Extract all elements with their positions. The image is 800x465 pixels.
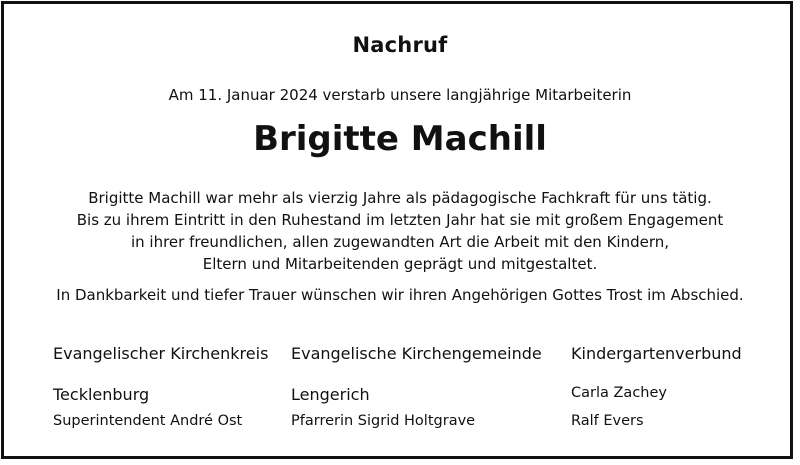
notice-closing: In Dankbarkeit und tiefer Trauer wünschen wir ihren Angehörigen Gottes Trost im Abschied.: [56, 286, 744, 304]
body-line: Eltern und Mitarbeitenden geprägt und mitgestaltet.: [202, 255, 598, 273]
notice-body: [0, 187, 800, 275]
signature-organization: Evangelischer Kirchenkreis: [53, 344, 269, 363]
signature-person: Ralf Evers: [571, 413, 644, 429]
notice-intro: Am 11. Januar 2024 verstarb unsere langjährige Mitarbeiterin: [168, 86, 632, 104]
body-line: Brigitte Machill war mehr als vierzig Jahre als pädagogische Fachkraft für uns tätig.: [88, 189, 712, 207]
signature-place: Lengerich: [291, 385, 370, 404]
signature-organization: Kindergartenverbund: [571, 344, 742, 363]
signature-person: Carla Zachey: [571, 385, 667, 401]
signature-organization: Evangelische Kirchengemeinde: [291, 344, 542, 363]
signature-person: Pfarrerin Sigrid Holtgrave: [291, 413, 476, 429]
body-line: in ihrer freundlichen, allen zugewandten Art die Arbeit mit den Kindern,: [130, 233, 670, 251]
signature-place: Tecklenburg: [53, 385, 150, 404]
notice-heading: Nachruf: [352, 33, 448, 57]
signature-person: Superintendent André Ost: [53, 413, 243, 429]
deceased-name: Brigitte Machill: [253, 119, 547, 159]
body-line: Bis zu ihrem Eintritt in den Ruhestand im letzten Jahr hat sie mit großem Engagement: [76, 211, 724, 229]
